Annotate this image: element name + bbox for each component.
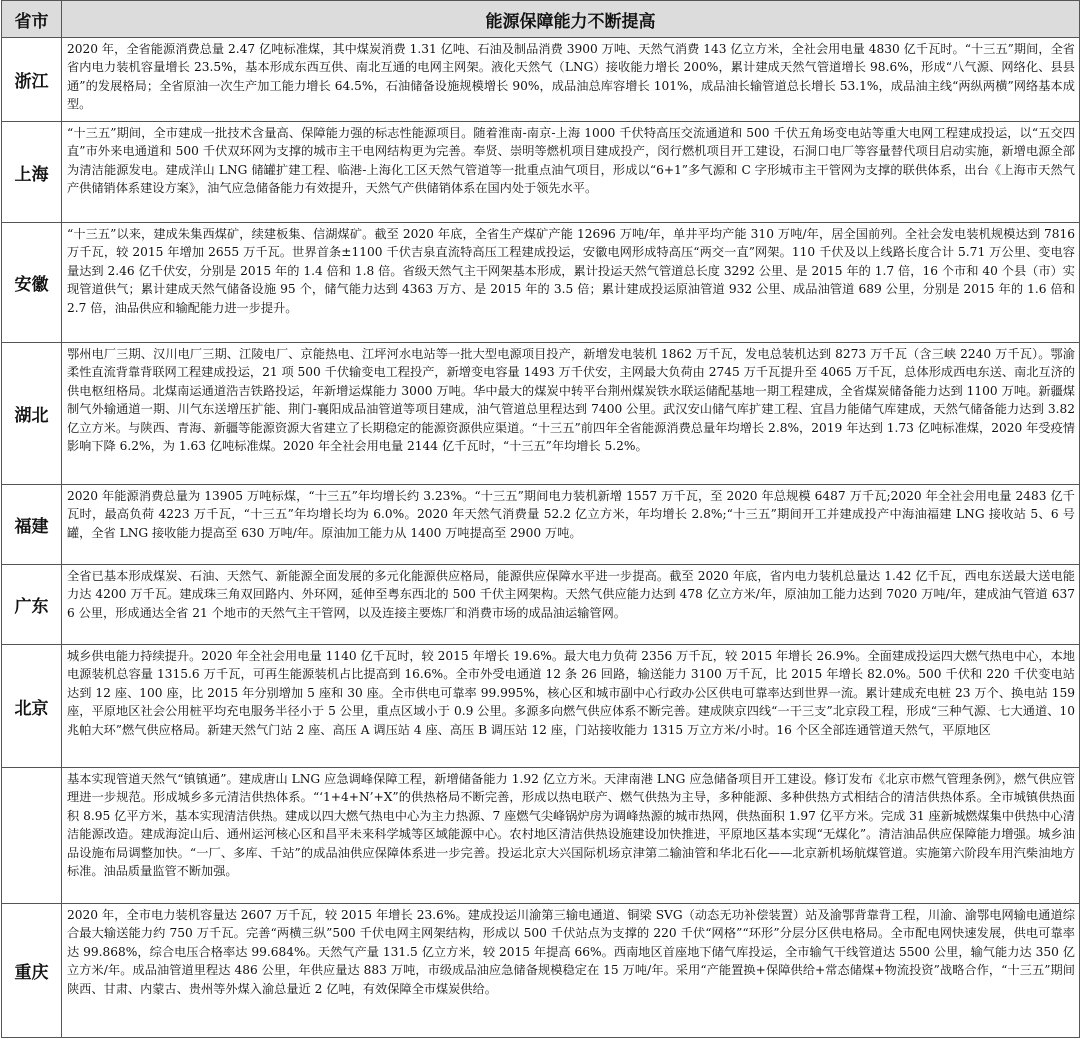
table-row	[2, 122, 1080, 223]
row-text	[62, 122, 1080, 223]
region-shanghai: 上海	[2, 122, 62, 223]
region-beijing: 北京	[2, 645, 62, 768]
row-text	[62, 565, 1080, 645]
content-column-header: 能源保障能力不断提高	[62, 1, 1080, 38]
row-text	[62, 485, 1080, 565]
row-text	[62, 38, 1080, 122]
row-text	[62, 223, 1080, 343]
table-row	[2, 38, 1080, 122]
row-text-content: 基本实现管道天然气“镇镇通”。建成唐山 LNG 应急调峰保障工程，新增储备能力 1.92 亿立方米。天津南港 LNG 应急储备项目开工建设。修订发布《北京市燃气管理条例》，燃气供应管理进一步规范。形成城乡多元清洁供热体系。“‘1+4+N’+X”的供热格局不断完善，形成以热电联产、燃气供热为主导，多种能源、多种供热方式相结合的清洁供热体系。全市城镇供热面积 8.95 亿平方米，基本实现清洁供热。建成以四大燃气热电中心为主力热源、7 座燃气尖峰锅炉房为调峰热源的城市热网，供热面积 1.97 亿平方米。完成 31 座新城燃煤集中供热中心清洁能源改造。建成海淀山后、通州运河核心区和昌平未来科学城等区域能源中心。农村地区清洁供热设施建设加快推进，平原地区基本实现“无煤化”。清洁油品供应保障能力增强。城乡油品设施布局调整加快。“一厂、多库、千站”的成品油供应保障体系进一步完善。投运北京大兴国际机场京津第二输油管和华北石化——北京新机场航煤管道。实施第六阶段车用汽柴油地方标准。油品质量监管不断加强。	[67, 771, 1075, 879]
row-text-content: 2020 年，全市电力装机容量达 2607 万千瓦，较 2015 年增长 23.6%。建成投运川渝第三输电通道、铜梁 SVG（动态无功补偿装置）站及渝鄂背靠背工程，川渝、渝鄂电网输电通道综合最大输送能力约 750 万千瓦。完善“两横三纵”500 千伏电网主网架结构，形成以 500 千伏站点为支撑的 220 千伏“网格”“环形”分层分区供电格局。全市配电网快速发展，供电可靠率达 99.868%，综合电压合格率达 99.684%。天然气产量 131.5 亿立方米，较 2015 年提高 66%。西南地区首座地下储气库投运，全市输气干线管道达 5500 公里，输气能力达 350 亿立方米/年。成品油管道里程达 486 公里，年供应量达 883 万吨，市级成品油应急储备规模稳定在 15 万吨/年。采用“产能置换+保障供给+常态储煤+物流投资”战略合作，“十三五”期间陕西、甘肃、内蒙古、贵州等外煤入渝总量近 2 亿吨，有效保障全市煤炭供给。	[67, 907, 1075, 996]
region-beijing-continued	[2, 768, 62, 904]
table-header-row	[2, 1, 1080, 38]
region-chongqing: 重庆	[2, 904, 62, 1038]
row-text	[62, 645, 1080, 768]
row-text-content: 2020 年，全省能源消费总量 2.47 亿吨标准煤，其中煤炭消费 1.31 亿吨、石油及制品消费 3900 万吨、天然气消费 143 亿立方米，全社会用电量 4830 亿千瓦时。“十三五”期间，全省省内电力装机容量增长 23.5%，基本形成东西互供、南北互通的电网主网架。液化天然气（LNG）接收能力增长 200%，累计建成天然气管道增长 98.6%，形成“八气源、网络化、县县通”的发展格局；全省原油一次生产加工能力增长 64.5%，石油储备设施规模增长 90%，成品油总库容增长 101%，成品油长输管道总长增长 53.1%，成品油主线“两纵两横”网络基本成型。	[67, 41, 1075, 112]
row-text-content: 2020 年能源消费总量为 13905 万吨标煤，“十三五”年均增长约 3.23%。“十三五”期间电力装机新增 1557 万千瓦，至 2020 年总规模 6487 万千瓦;2020 年全社会用电量 2483 亿千瓦时，最高负荷 4223 万千瓦，“十三五”年均增长均为 6.0%。2020 年天然气消费量 52.2 亿立方米，年均增长 2.8%;“十三五”期间开工并建成投产中海油福建 LNG 接收站 5、6 号罐，全省 LNG 接收能力提高至 630 万吨/年。原油加工能力从 1400 万吨提高至 2900 万吨。	[67, 488, 1075, 540]
table-row	[2, 485, 1080, 565]
row-text	[62, 768, 1080, 904]
row-text	[62, 904, 1080, 1038]
region-guangdong: 广东	[2, 565, 62, 645]
row-text-content: 全省已基本形成煤炭、石油、天然气、新能源全面发展的多元化能源供应格局，能源供应保障水平进一步提高。截至 2020 年底，省内电力装机总量达 1.42 亿千瓦，西电东送最大送电能力达 4200 万千瓦。建成珠三角双回路内、外环网，延伸至粤东西北的 500 千伏主网架构。天然气供应能力达到 478 亿立方米/年，原油加工能力达到 7020 万吨/年，建成油气管道 6376 公里，形成通达全省 21 个地市的天然气主干管网，以及连接主要炼厂和消费市场的成品油运输管网。	[67, 568, 1075, 620]
row-text	[62, 343, 1080, 485]
table-row	[2, 223, 1080, 343]
table-row	[2, 343, 1080, 485]
row-text-content: “十三五”期间，全市建成一批技术含量高、保障能力强的标志性能源项目。随着淮南-南京-上海 1000 千伏特高压交流通道和 500 千伏五角场变电站等重大电网工程建成投运，以“五交四直”市外来电通道和 500 千伏双环网为支撑的城市主干电网结构更为完善。奉贤、崇明等燃机项目建成投产，闵行燃机项目开工建设，石洞口电厂等容量替代项目启动实施，新增电源全部为清洁能源发电。建成洋山 LNG 储罐扩建工程、临港-上海化工区天然气管道等一批重点油气项目，形成以“6+1”多气源和 C 字形城市主干管网为支撑的联供体系，出台《上海市天然气产供储销体系建设方案》，油气应急储备能力有效提升，天然气产供储销体系在国内处于领先水平。	[67, 125, 1075, 196]
energy-security-table	[1, 0, 1080, 1038]
region-anhui: 安徽	[2, 223, 62, 343]
row-text-content: “十三五”以来，建成朱集西煤矿，续建板集、信湖煤矿。截至 2020 年底，全省生产煤矿产能 12696 万吨/年，单井平均产能 310 万吨/年，居全国前列。全社会发电装机规模达到 7816 万千瓦，较 2015 年增加 2655 万千瓦。世界首条±1100 千伏吉泉直流特高压工程建成投运，安徽电网形成特高压“两交一直”网架。110 千伏及以上线路长度合计 5.71 万公里、变电容量达到 2.46 亿千伏安，分别是 2015 年的 1.4 倍和 1.8 倍。省级天然气主干网架基本形成，累计投运天然气管道总长度 3292 公里、是 2015 年的 1.7 倍，16 个市和 40 个县（市）实现管道供气；累计建成天然气储备设施 95 个，储气能力达到 4363 万方、是 2015 年的 3.5 倍；累计建成投运原油管道 932 公里、成品油管道 689 公里，分别是 2015 年的 1.6 倍和 2.7 倍，油品供应和输配能力进一步提升。	[67, 226, 1075, 315]
table-row	[2, 904, 1080, 1038]
row-text-content: 城乡供电能力持续提升。2020 年全社会用电量 1140 亿千瓦时，较 2015 年增长 19.6%。最大电力负荷 2356 万千瓦，较 2015 年增长 26.9%。全面建成投运四大燃气热电中心，本地电源装机总容量 1315.6 万千瓦，可再生能源装机占比提高到 16.6%。全市外受电通道 12 条 26 回路，输送能力 3100 万千瓦，比 2015 年增长 82.0%。500 千伏和 220 千伏变电站达到 12 座、100 座，比 2015 年分别增加 5 座和 30 座。全市供电可靠率 99.995%，核心区和城市副中心行政办公区供电可靠率达到世界一流。累计建成充电桩 23 万个、换电站 159 座，平原地区社会公用桩平均充电服务半径小于 5 公里，重点区域小于 0.9 公里。多源多向燃气供应体系不断完善。建成陕京四线“一干三支”北京段工程，形成“三种气源、七大通道、10 兆帕大环”燃气供应格局。新建天然气门站 2 座、高压 A 调压站 4 座、高压 B 调压站 12 座，门站接收能力 1315 万立方米/小时。16 个区全部连通管道天然气，平原地区	[67, 648, 1075, 737]
region-column-header: 省市	[2, 1, 62, 38]
region-zhejiang: 浙江	[2, 38, 62, 122]
table-row	[2, 565, 1080, 645]
row-text-content: 鄂州电厂三期、汉川电厂三期、江陵电厂、京能热电、江坪河水电站等一批大型电源项目投产，新增发电装机 1862 万千瓦，发电总装机达到 8273 万千瓦（含三峡 2240 万千瓦）。鄂渝柔性直流背靠背联网工程建成投运，21 项 500 千伏输变电工程投产，新增变电容量 1493 万千伏安，主网最大负荷由 2745 万千瓦提升至 4065 万千瓦，总体形成西电东送、南北互济的供电枢纽格局。北煤南运通道浩吉铁路投运，年新增运煤能力 3000 万吨。华中最大的煤炭中转平台荆州煤炭铁水联运储配基地一期工程建成，全省煤炭储备能力达到 1100 万吨。新疆煤制气外输通道一期、川气东送增压扩能、荆门-襄阳成品油管道等项目建成，油气管道总里程达到 7400 公里。武汉安山储气库扩建工程、宜昌力能储气库建成，天然气储备能力达到 3.82 亿立方米。与陕西、青海、新疆等能源资源大省建立了长期稳定的能源资源供应渠道。“十三五”前四年全省能源消费总量年均增长 2.8%，2019 年达到 1.73 亿吨标准煤，2020 年受疫情影响下降 6.2%，为 1.63 亿吨标准煤。2020 年全社会用电量 2144 亿千瓦时，“十三五”年均增长 5.2%。	[67, 346, 1075, 454]
table-row	[2, 768, 1080, 904]
region-fujian: 福建	[2, 485, 62, 565]
region-hubei: 湖北	[2, 343, 62, 485]
table-row	[2, 645, 1080, 768]
